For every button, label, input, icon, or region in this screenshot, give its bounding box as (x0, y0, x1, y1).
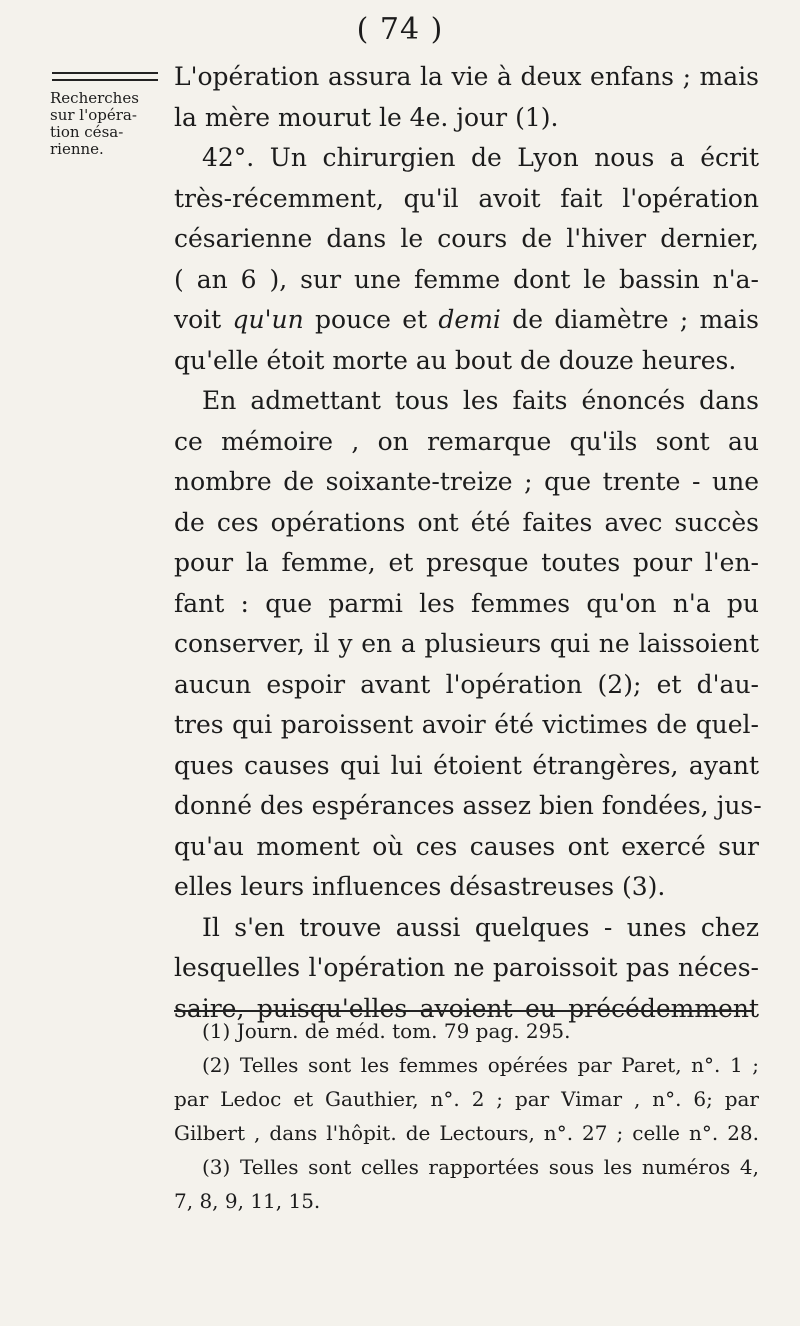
text-run: de diamètre ; mais (500, 305, 759, 334)
text-line: de ces opérations ont été faites avec succès (174, 507, 759, 537)
text-line: qu'au moment où ces causes ont exercé sur (174, 831, 759, 861)
text-line: En admettant tous les faits énoncés dans (202, 386, 759, 415)
footnote-line: (2) Telles sont les femmes opérées par Paret, n°. 1 ; (202, 1053, 759, 1077)
text-run: pouce et (303, 305, 439, 334)
text-line: ce mémoire , on remarque qu'ils sont au (174, 426, 759, 456)
text-line: très-récemment, qu'il avoit fait l'opération (174, 183, 759, 213)
footnote-rule (174, 1010, 752, 1012)
text-line: césarienne dans le cours de l'hiver dernier, (174, 224, 759, 253)
text-line: elles leurs influences désastreuses (3). (174, 872, 666, 901)
text-line: qu'elle étoit morte au bout de douze heures. (174, 345, 737, 375)
footnote-line: (3) Telles sont celles rapportées sous les numéros 4, (202, 1155, 759, 1179)
text-line: la mère mourut le 4e. jour (1). (174, 102, 559, 132)
margin-note-line: tion césa- (50, 123, 124, 141)
margin-note (50, 90, 170, 158)
italic-text: qu'un (232, 305, 304, 334)
footnote-line: (1) Journ. de méd. tom. 79 pag. 295. (202, 1019, 571, 1043)
text-line: 42°. Un chirurgien de Lyon nous a écrit (202, 143, 759, 172)
italic-text: demi (438, 305, 501, 334)
margin-note-line: rienne. (50, 140, 104, 158)
text-line: tres qui paroissent avoir été victimes de quel- (174, 710, 759, 739)
body-text (174, 57, 762, 1029)
text-line: L'opération assura la vie à deux enfans ; mais (174, 62, 759, 91)
page-number: ( 74 ) (356, 12, 444, 47)
text-line: saire, puisqu'elles avoient eu précédemment (174, 993, 759, 1023)
footnote-line: 7, 8, 9, 11, 15. (174, 1189, 321, 1213)
text-line: fant : que parmi les femmes qu'on n'a pu (174, 588, 759, 618)
footnote-line: Gilbert , dans l'hôpit. de Lectours, n°. 27 ; celle n°. 28. (174, 1121, 759, 1145)
text-line: pour la femme, et presque toutes pour l'en- (174, 548, 759, 577)
margin-note-line: Recherches (50, 89, 139, 107)
text-line: lesquelles l'opération ne paroissoit pas néces- (174, 953, 759, 982)
text-line: nombre de soixante-treize ; que trente - une (174, 467, 759, 496)
text-line: Il s'en trouve aussi quelques - unes chez (202, 912, 759, 942)
text-line: donné des espérances assez bien fondées, jus- (174, 791, 762, 820)
text-line: conserver, il y en a plusieurs qui ne laissoient (174, 629, 759, 658)
margin-note-line: sur l'opéra- (50, 106, 137, 124)
text-run: voit (174, 305, 233, 334)
text-line: ques causes qui lui étoient étrangères, ayant (174, 750, 759, 780)
footnote-line: par Ledoc et Gauthier, n°. 2 ; par Vimar , n°. 6; par (174, 1087, 759, 1111)
text-line: aucun espoir avant l'opération (2); et d'au- (174, 669, 759, 699)
text-line: ( an 6 ), sur une femme dont le bassin n'a- (174, 264, 759, 294)
footnotes (174, 1014, 759, 1218)
text-line-mixed (174, 300, 759, 341)
margin-rule (52, 72, 158, 81)
